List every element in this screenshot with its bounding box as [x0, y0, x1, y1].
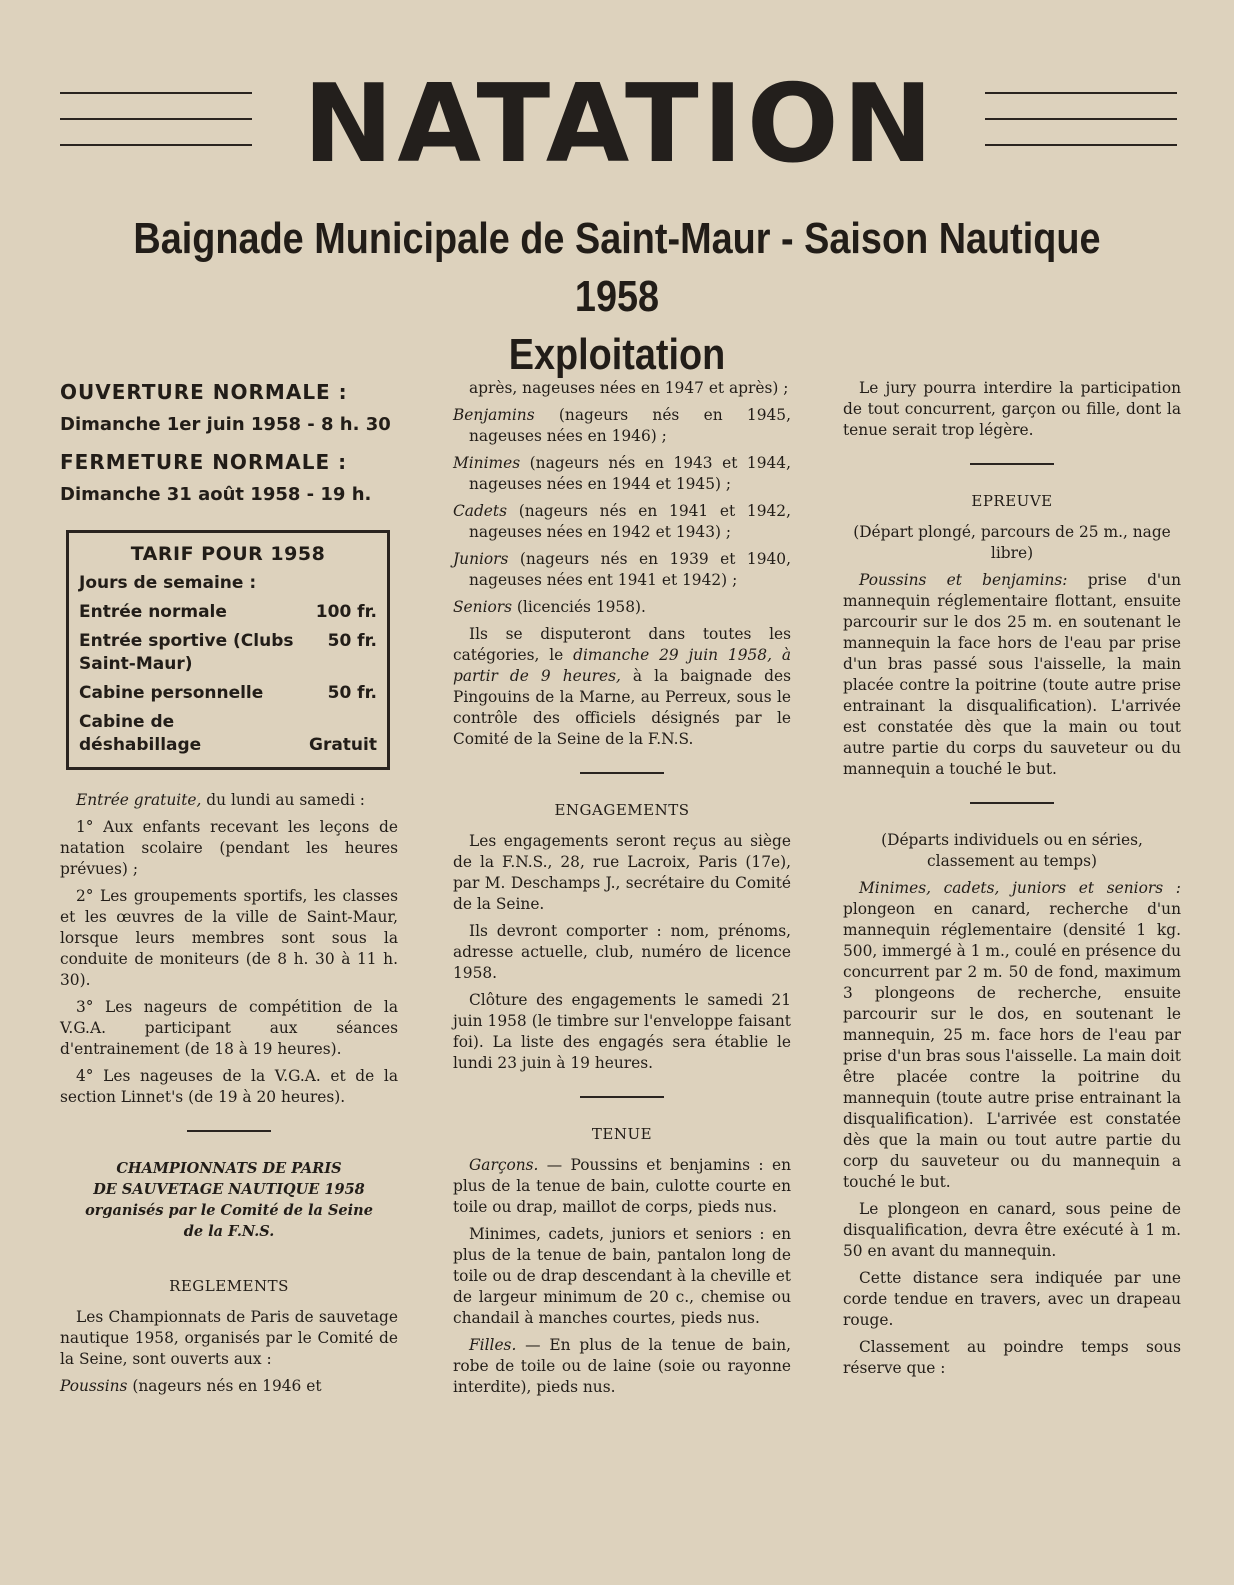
- decorative-rules-left: [60, 92, 252, 170]
- filles-paragraph: [453, 1335, 791, 1398]
- jury-paragraph: Le jury pourra interdire la participation de tout concurrent, garçon ou fille, dont la tenue serait trop légère.: [843, 379, 1181, 439]
- poussins-lead: Poussins: [60, 1377, 128, 1395]
- category-item: [453, 549, 791, 591]
- fermeture-date: Dimanche 31 août 1958 - 19 h.: [60, 484, 372, 505]
- tarif-label: Entrée normale: [79, 602, 227, 622]
- category-name: Benjamins: [453, 406, 535, 424]
- tarif-price: Gratuit: [309, 735, 377, 755]
- subtitle: [86, 210, 1147, 384]
- category-text: (licenciés 1958).: [512, 598, 646, 616]
- garcons-text: — Poussins et benjamins : en plus de la tenue de bain, culotte courte en toile ou drap, maillot de corps, pieds nus.: [453, 1156, 791, 1216]
- tarif-title: TARIF POUR 1958: [130, 543, 326, 565]
- entree-gratuite: [60, 790, 398, 811]
- page-title: NATATION: [302, 62, 938, 187]
- category-item: [453, 501, 791, 543]
- filles-lead: Filles.: [469, 1336, 517, 1354]
- category-text: (nageurs nés en 1945, nageuses nées en 1946) ;: [469, 406, 791, 445]
- distance-paragraph: Cette distance sera indiquée par une corde tendue en travers, avec un drapeau rouge.: [843, 1269, 1181, 1329]
- classement-paragraph: Classement au poindre temps sous réserve que :: [843, 1338, 1181, 1377]
- poussins-text: (nageurs nés en 1946 et: [127, 1377, 322, 1395]
- tarif-subtitle: Jours de semaine :: [79, 573, 257, 593]
- category-name: Minimes: [453, 454, 521, 472]
- category-text: (nageurs nés en 1939 et 1940, nageuses nées ent 1941 et 1942) ;: [469, 550, 791, 589]
- separator: [970, 802, 1054, 804]
- minimes-paragraph: Minimes, cadets, juniors et seniors : en plus de la tenue de bain, pantalon long de toile ou de drap descendant à la cheville et de largeur minimum de 20 c., chemise ou chandail à manches courtes, pieds nus.: [453, 1225, 791, 1327]
- tarif-label: Entrée sportive (Clubs Saint-Maur): [79, 631, 294, 674]
- tarif-label: Cabine de déshabillage: [79, 712, 202, 755]
- category-item: [453, 597, 791, 618]
- column-3: [843, 378, 1181, 1385]
- engagements-p2: Ils devront comporter : nom, prénoms, adresse actuelle, club, numéro de licence 1958.: [453, 922, 791, 982]
- separator: [580, 772, 664, 774]
- ouverture-date: Dimanche 1er juin 1958 - 8 h. 30: [60, 414, 391, 435]
- epreuve-subtitle: (Départ plongé, parcours de 25 m., nage libre): [853, 523, 1171, 562]
- dispute-paragraph: [453, 624, 791, 750]
- list-item: 2° Les groupements sportifs, les classes et les œuvres de la ville de Saint-Maur, lorsque leurs membres sont sous la conduite de moniteurs (de 8 h. 30 à 11 h. 30).: [60, 887, 398, 989]
- entree-gratuite-lead: Entrée gratuite,: [76, 791, 202, 809]
- engagements-p1: Les engagements seront reçus au siège de la F.N.S., 28, rue Lacroix, Paris (17e), par M. Deschamps J., secrétaire du Comité de la Seine.: [453, 832, 791, 913]
- tarif-row: [79, 601, 377, 624]
- decorative-rules-right: [985, 92, 1177, 170]
- tarif-box: [66, 530, 390, 770]
- champ-line-4: de la F.N.S.: [183, 1223, 275, 1240]
- reglements-text: Les Championnats de Paris de sauvetage nautique 1958, organisés par le Comité de la Seine, sont ouverts aux :: [60, 1308, 398, 1368]
- tarif-price: 50 fr.: [327, 631, 377, 651]
- tarif-row: [79, 630, 377, 676]
- poussins-epreuve-text: prise d'un mannequin réglementaire flottant, ensuite parcourir sur le dos 25 m. en soutenant le mannequin la face hors de l'eau par prise d'un bras passé sous l'aisselle, la main placée contre la poitrine (toute autre prise entrainant la disqualification). L'arrivée est constatée dès que la main ou tout autre partie du corps du sauveteur ou du mannequin a touché le but.: [843, 571, 1181, 778]
- list-item: 3° Les nageurs de compétition de la V.G.A. participant aux séances d'entrainement (de 18 à 19 heures).: [60, 998, 398, 1058]
- tarif-price: 50 fr.: [327, 683, 377, 703]
- category-text: (nageurs nés en 1941 et 1942, nageuses nées en 1942 et 1943) ;: [469, 502, 791, 541]
- champ-line-2: DE SAUVETAGE NAUTIQUE 1958: [93, 1181, 365, 1198]
- championship-heading: [60, 1158, 398, 1242]
- category-item: [453, 453, 791, 495]
- list-item: 4° Les nageuses de la V.G.A. et de la section Linnet's (de 19 à 20 heures).: [60, 1067, 398, 1106]
- champ-line-1: CHAMPIONNATS DE PARIS: [116, 1160, 342, 1177]
- minimes-epreuve-lead: Minimes, cadets, juniors et seniors :: [859, 879, 1181, 897]
- continued-text: après, nageuses nées en 1947 et après) ;: [469, 379, 789, 397]
- poussins-epreuve-lead: Poussins et benjamins:: [859, 571, 1068, 589]
- engagements-heading: ENGAGEMENTS: [554, 801, 690, 819]
- departs-subtitle: (Départs individuels ou en séries, classement au temps): [881, 831, 1143, 870]
- dispute-date: dimanche 29 juin 1958, à partir de 9 heures,: [453, 646, 791, 685]
- masthead: [0, 62, 1234, 187]
- category-name: Cadets: [453, 502, 507, 520]
- garcons-lead: Garçons.: [469, 1156, 539, 1174]
- fermeture-label: FERMETURE NORMALE :: [60, 450, 348, 474]
- separator: [970, 463, 1054, 465]
- garcons-paragraph: [453, 1155, 791, 1218]
- epreuve-heading: EPREUVE: [971, 492, 1053, 510]
- tarif-row: [79, 711, 377, 757]
- poussins-epreuve: [843, 570, 1181, 780]
- separator: [187, 1130, 271, 1132]
- ouverture-label: OUVERTURE NORMALE :: [60, 380, 348, 404]
- list-item: 1° Aux enfants recevant les leçons de natation scolaire (pendant les heures prévues) ;: [60, 818, 398, 878]
- plongeon-paragraph: Le plongeon en canard, sous peine de disqualification, devra être exécuté à 1 m. 50 en avant du mannequin.: [843, 1200, 1181, 1260]
- tenue-heading: TENUE: [591, 1125, 653, 1143]
- filles-text: — En plus de la tenue de bain, robe de toile ou de laine (soie ou rayonne interdite), pieds nus.: [453, 1336, 791, 1396]
- separator: [580, 1096, 664, 1098]
- category-item: [453, 405, 791, 447]
- subtitle-line-2: Exploitation: [508, 330, 726, 379]
- engagements-p3: Clôture des engagements le samedi 21 juin 1958 (le timbre sur l'enveloppe faisant foi). La liste des engagés sera établie le lundi 23 juin à 19 heures.: [453, 991, 791, 1072]
- tarif-row: [79, 682, 377, 705]
- minimes-epreuve: [843, 878, 1181, 1193]
- dispute-text-b: à la baignade des Pingouins de la Marne, au Perreux, sous le contrôle des officiels désignés par le Comité de la Seine de la F.N.S.: [453, 667, 791, 748]
- minimes-epreuve-text: plongeon en canard, recherche d'un mannequin réglementaire (densité 1 kg. 500, immergé à 1 m., coulé en présence du concurrent par 2 m. 50 de fond, maximum 3 plongeons de recherche, ensuite parcourir sur le dos, en soutenant le mannequin, 25 m. face hors de l'eau par prise d'un bras sous l'aisselle. La main doit être placée contre la poitrine du mannequin (toute autre prise entrainant la disqualification). L'arrivée est constatée dès que la main ou tout autre partie du corp du sauveteur ou du mannequin a touché le but.: [843, 900, 1181, 1191]
- champ-line-3: organisés par le Comité de la Seine: [85, 1202, 373, 1219]
- column-2: [453, 378, 791, 1404]
- tarif-label: Cabine personnelle: [79, 683, 264, 703]
- poussins-line: [60, 1376, 398, 1397]
- column-1: [60, 378, 398, 1403]
- opening-hours: [60, 378, 398, 508]
- category-name: Juniors: [453, 550, 509, 568]
- tarif-price: 100 fr.: [315, 602, 377, 622]
- category-name: Seniors: [453, 598, 513, 616]
- dispute-text-a: Ils se disputeront dans toutes les catégories, le: [453, 625, 791, 664]
- entree-gratuite-text: du lundi au samedi :: [201, 791, 365, 809]
- reglements-heading: REGLEMENTS: [169, 1277, 289, 1295]
- subtitle-line-1: Baignade Municipale de Saint-Maur - Saison Nautique 1958: [133, 214, 1101, 321]
- category-text: (nageurs nés en 1943 et 1944, nageuses nées en 1944 et 1945) ;: [469, 454, 791, 493]
